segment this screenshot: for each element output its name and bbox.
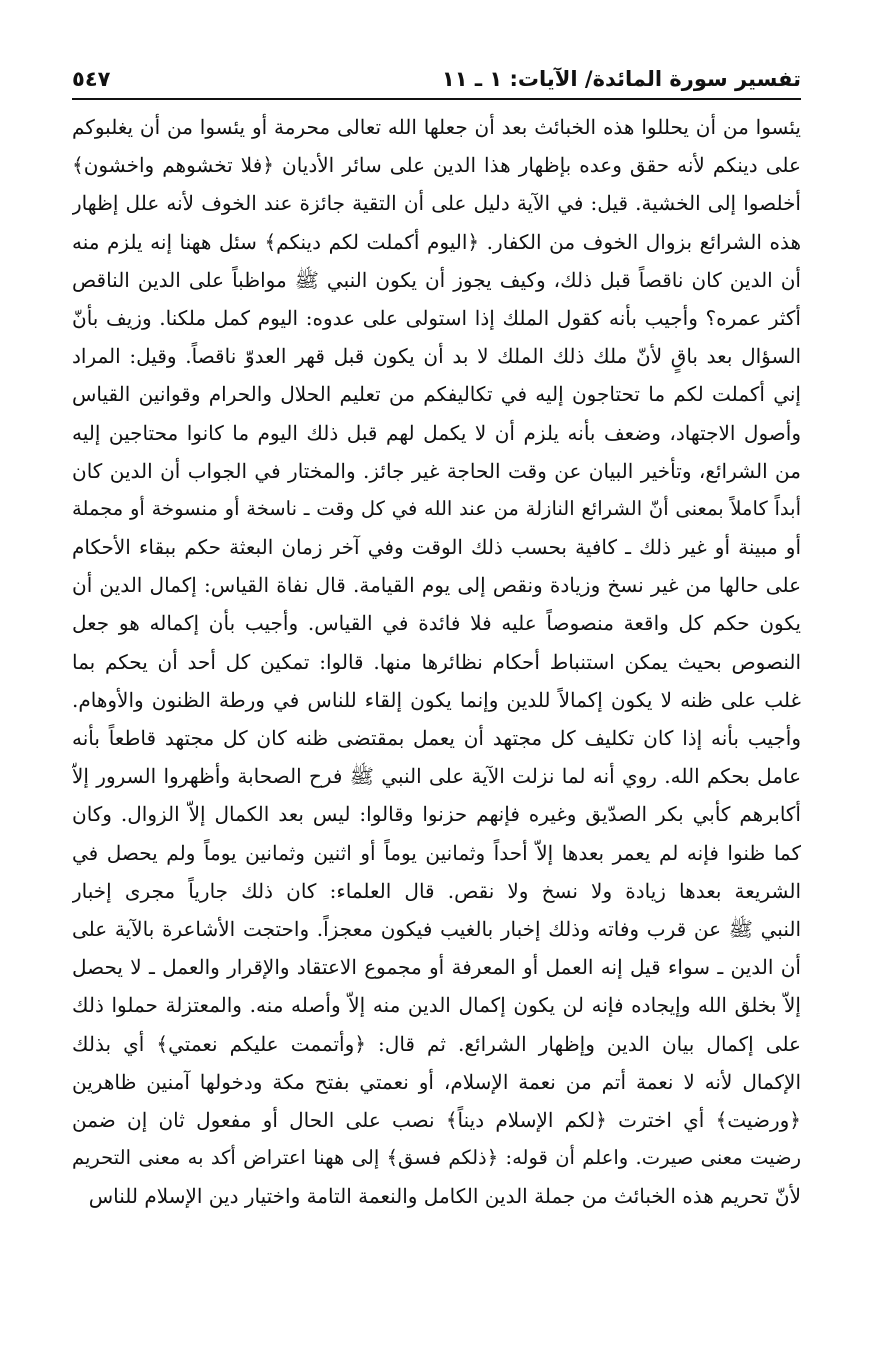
text-line: رضيت معنى صيرت. واعلم أن قوله: ﴿ذلكم فسق﴾ إلى ههنا اعتراض أكد به معنى التحريم xyxy=(72,1146,801,1170)
text-line: من الشرائع، وتأخير البيان عن وقت الحاجة غير جائز. والمختار في الجواب أن الدين كان xyxy=(72,458,801,483)
page-header xyxy=(72,58,801,94)
text-line: أبداً كاملاً بمعنى أنّ الشرائع النازلة من عند الله في كل وقت ـ ناسخة أو منسوخة أو مجملة xyxy=(72,496,801,520)
text-line: على دينكم لأنه حقق وعده بإظهار هذا الدين على سائر الأديان ﴿فلا تخشوهم واخشون﴾ xyxy=(72,153,801,178)
page-number: ٥٤٧ xyxy=(72,67,111,91)
text-line: يكون حكم كل واقعة منصوصاً عليه فلا فائدة في القياس. وأجيب بأن إكماله هو جعل xyxy=(72,611,801,636)
text-line: لأنّ تحريم هذه الخبائث من جملة الدين الكامل والنعمة التامة واختيار دين الإسلام للناس xyxy=(88,1184,801,1209)
text-line: عامل بحكم الله. روي أنه لما نزلت الآية على النبي ﷺ فرح الصحابة وأظهروا السرور إلاّ xyxy=(72,764,801,789)
text-line: أكثر عمره؟ وأجيب بأنه كقول الملك إذا استولى على عدوه: اليوم كمل ملكنا. وزيف بأنّ xyxy=(72,305,801,330)
text-line: النبي ﷺ عن قرب وفاته وذلك إخبار بالغيب فيكون معجزاً. واحتجت الأشاعرة بالآية على xyxy=(72,916,801,941)
text-line: النصوص بحيث يمكن استنباط أحكام نظائرها منها. قالوا: تمكين كل أحد أن يحكم بما xyxy=(72,649,801,674)
text-line: إلاّ بخلق الله وإيجاده فإنه لن يكون إكمال الدين منه إلاّ وأصله منه. والمعتزلة حملوا ذلك xyxy=(72,993,801,1018)
text-line: الشريعة بعدها زيادة ولا نسخ ولا نقص. قال العلماء: كان ذلك جارياً مجرى إخبار xyxy=(72,878,801,903)
text-line: أن الدين كان ناقصاً قبل ذلك، وكيف يجوز أن يكون النبي ﷺ مواظباً على الدين الناقص xyxy=(72,267,801,292)
text-line: إني أكملت لكم ما تحتاجون إليه في تكاليفكم من تعليم الحلال والحرام وقوانين القياس xyxy=(72,382,801,407)
text-line: أخلصوا إلى الخشية. قيل: في الآية دليل على أن التقية جائزة عند الخوف لأنه علل إظهار xyxy=(72,191,801,216)
text-line: على إكمال بيان الدين وإظهار الشرائع. ثم قال: ﴿وأتممت عليكم نعمتي﴾ أي بذلك xyxy=(72,1031,801,1056)
text-line: السؤال بعد باقٍ لأنّ ملك ذلك الملك لا بد أن يكون قبل قهر العدوّ ناقصاً. وقيل: المراد xyxy=(72,344,801,369)
text-line: يئسوا من أن يحللوا هذه الخبائث بعد أن جعلها الله تعالى محرمة أو يئسوا من أن يغلبوكم xyxy=(72,115,801,139)
text-line: أو مبينة أو غير ذلك ـ كافية بحسب ذلك الوقت وفي آخر زمان البعثة حكم ببقاء الأحكام xyxy=(72,535,801,560)
text-line: أكابرهم كأبي بكر الصدّيق وغيره فإنهم حزنوا وقالوا: ليس بعد الكمال إلاّ الزوال. وكان xyxy=(72,802,801,827)
text-line: وأجيب بأنه إذا كان تكليف كل مجتهد أن يعمل بمقتضى ظنه كان كل مجتهد قاطعاً بأنه xyxy=(72,726,801,750)
text-line: غلب على ظنه لا يكون إكمالاً للدين وإنما يكون إلقاء للناس في ورطة الظنون والأوهام. xyxy=(72,687,801,712)
text-line: هذه الشرائع بزوال الخوف من الكفار. ﴿اليوم أكملت لكم دينكم﴾ سئل ههنا إنه يلزم منه xyxy=(72,229,801,254)
text-line: ﴿ورضيت﴾ أي اخترت ﴿لكم الإسلام ديناً﴾ نصب على الحال أو مفعول ثان إن ضمن xyxy=(72,1107,801,1132)
text-line: الإكمال لأنه لا نعمة أتم من نعمة الإسلام، أو نعمتي بفتح مكة ودخولها آمنين ظاهرين xyxy=(72,1069,801,1094)
text-line: أن الدين ـ سواء قيل إنه العمل أو المعرفة أو مجموع الاعتقاد والإقرار والعمل ـ لا يحصل xyxy=(72,955,801,980)
body-text xyxy=(72,108,801,1215)
text-line: وأصول الاجتهاد، وضعف بأنه يلزم أن لا يكمل لهم قبل ذلك اليوم ما كانوا محتاجين إليه xyxy=(72,420,801,445)
header-divider xyxy=(72,98,801,100)
running-title: تفسير سورة المائدة/ الآيات: ١ ـ ١١ xyxy=(441,67,801,91)
text-line: على حالها من غير نسخ وزيادة ونقص إلى يوم القيامة. قال نفاة القياس: إكمال الدين أن xyxy=(72,573,801,598)
text-line: كما ظنوا فإنه لم يعمر بعدها إلاّ أحداً وثمانين يوماً أو اثنين وثمانين يوماً ولم يحصل في xyxy=(72,840,801,865)
